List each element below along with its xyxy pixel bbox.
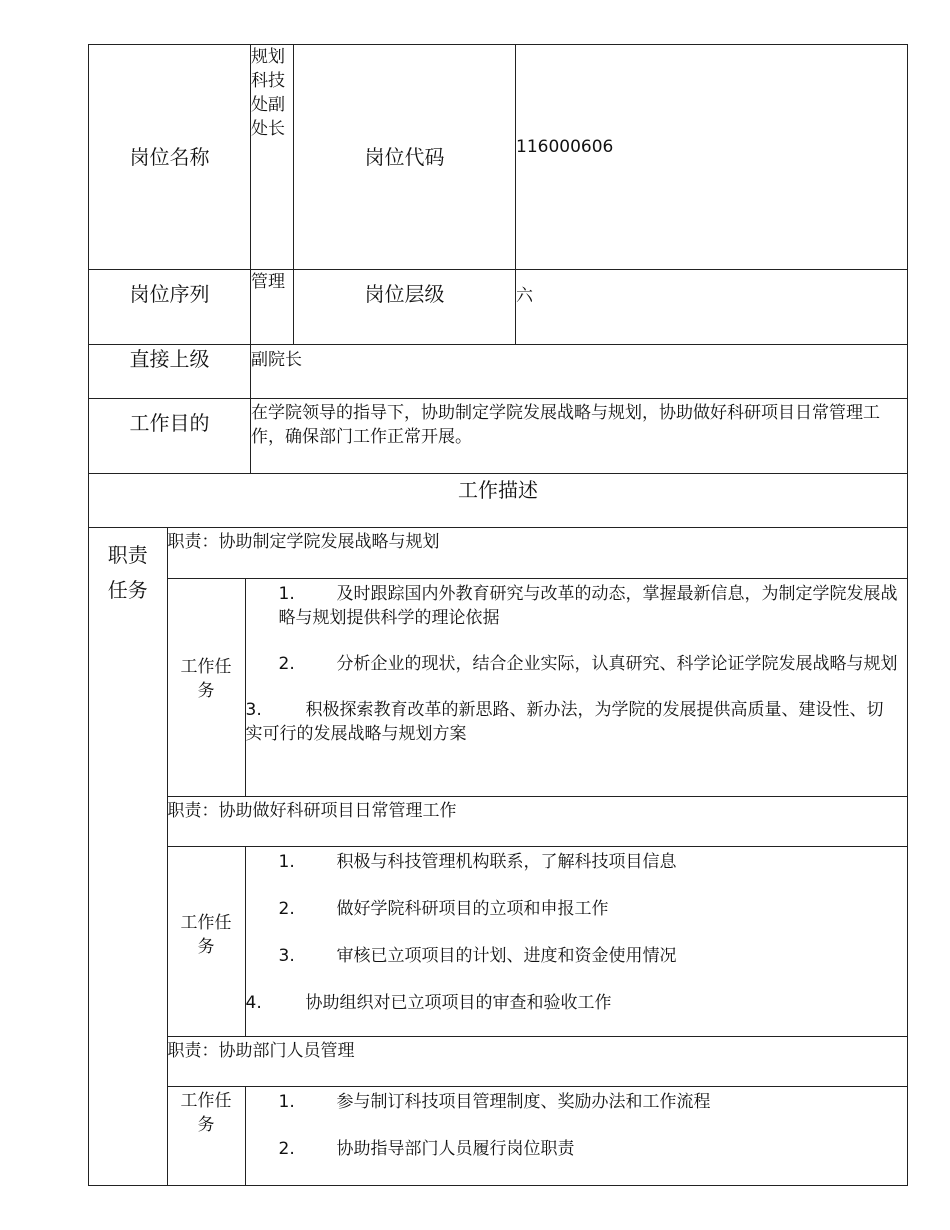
description-title: 工作描述 [89, 474, 908, 528]
purpose-label: 工作目的 [89, 399, 251, 474]
job-description-table [88, 44, 907, 1184]
task-list [245, 578, 908, 796]
list-item: 3. 积极探索教育改革的新思路、新办法，为学院的发展提供高质量、建设性、切实可行的发展战略与规划方案 [245, 699, 884, 744]
post-series-value: 管理 [251, 270, 294, 345]
duty-title: 职责：协助做好科研项目日常管理工作 [167, 796, 908, 846]
post-level-label: 岗位层级 [294, 270, 516, 345]
list-item: 3. 审核已立项项目的计划、进度和资金使用情况 [278, 945, 677, 966]
superior-label: 直接上级 [89, 345, 251, 399]
duties-section [89, 528, 908, 1186]
purpose-value: 在学院领导的指导下，协助制定学院发展战略与规划，协助做好科研项目日常管理工作，确保部门工作正常开展。 [251, 399, 908, 474]
post-series-label: 岗位序列 [89, 270, 251, 345]
list-item: 1. 参与制订科技项目管理制度、奖励办法和工作流程 [278, 1091, 711, 1112]
task-label: 工作任务 [167, 846, 245, 1036]
post-code-label: 岗位代码 [294, 45, 516, 270]
post-name-label: 岗位名称 [89, 45, 251, 270]
list-item: 2. 做好学院科研项目的立项和申报工作 [278, 898, 609, 919]
list-item: 4. 协助组织对已立项项目的审查和验收工作 [245, 992, 612, 1013]
list-item: 2. 分析企业的现状，结合企业实际，认真研究、科学论证学院发展战略与规划 [278, 653, 898, 674]
list-item: 1. 积极与科技管理机构联系，了解科技项目信息 [278, 851, 677, 872]
task-list [245, 846, 908, 1036]
list-item: 1. 及时跟踪国内外教育研究与改革的动态，掌握最新信息，为制定学院发展战略与规划提供科学的理论依据 [278, 583, 898, 628]
duty-title: 职责：协助制定学院发展战略与规划 [167, 528, 908, 578]
task-label: 工作任务 [167, 578, 245, 796]
duty-title: 职责：协助部门人员管理 [167, 1036, 908, 1086]
duty-label: 职责任务 [89, 528, 167, 1185]
task-list [245, 1086, 908, 1185]
post-name-value: 规划科技处副处长 [251, 45, 294, 270]
post-code-value: 116000606 [516, 45, 908, 270]
post-level-value: 六 [516, 270, 908, 345]
task-label: 工作任务 [167, 1086, 245, 1185]
list-item: 2. 协助指导部门人员履行岗位职责 [278, 1138, 575, 1159]
superior-value: 副院长 [251, 345, 908, 399]
